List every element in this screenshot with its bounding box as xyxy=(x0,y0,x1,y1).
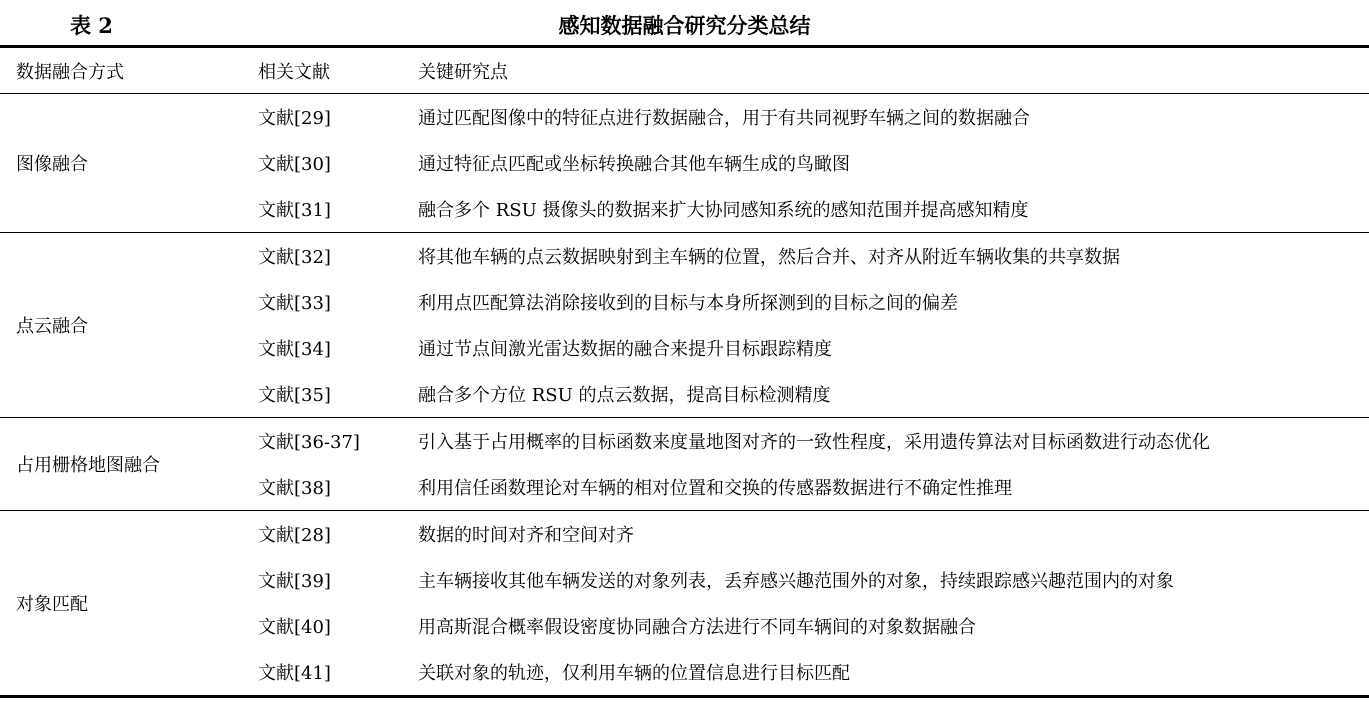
key-point-cell: 引入基于占用概率的目标函数来度量地图对齐的一致性程度，采用遗传算法对目标函数进行动态优化 xyxy=(418,432,1210,453)
key-point-cell: 利用点匹配算法消除接收到的目标与本身所探测到的目标之间的偏差 xyxy=(418,293,958,314)
fusion-method-cell: 占用栅格地图融合 xyxy=(16,455,160,476)
reference-cell: 文献[38] xyxy=(258,478,331,499)
reference-cell: 文献[29] xyxy=(258,108,331,129)
reference-cell: 文献[39] xyxy=(258,571,331,592)
table-row xyxy=(0,511,1369,558)
group-point-cloud-fusion xyxy=(0,233,1369,418)
header-row xyxy=(0,47,1369,94)
key-point-cell: 主车辆接收其他车辆发送的对象列表，丢弃感兴趣范围外的对象，持续跟踪感兴趣范围内的对象 xyxy=(418,571,1174,592)
column-header-key-point: 关键研究点 xyxy=(418,61,508,83)
table-number: 表 2 xyxy=(70,13,113,38)
key-point-cell: 将其他车辆的点云数据映射到主车辆的位置，然后合并、对齐从附近车辆收集的共享数据 xyxy=(418,247,1120,268)
table-title: 感知数据融合研究分类总结 xyxy=(558,13,811,38)
reference-cell: 文献[33] xyxy=(258,293,331,314)
key-point-cell: 用高斯混合概率假设密度协同融合方法进行不同车辆间的对象数据融合 xyxy=(418,617,976,638)
group-image-fusion xyxy=(0,94,1369,233)
key-point-cell: 融合多个 RSU 摄像头的数据来扩大协同感知系统的感知范围并提高感知精度 xyxy=(418,200,1029,221)
fusion-method-cell: 图像融合 xyxy=(16,154,88,175)
column-header-reference: 相关文献 xyxy=(258,61,330,83)
fusion-method-cell: 点云融合 xyxy=(16,316,88,337)
reference-cell: 文献[35] xyxy=(258,385,331,406)
key-point-cell: 通过特征点匹配或坐标转换融合其他车辆生成的鸟瞰图 xyxy=(418,154,850,175)
group-occupancy-grid-fusion xyxy=(0,418,1369,511)
fusion-summary-table xyxy=(0,45,1369,698)
key-point-cell: 通过节点间激光雷达数据的融合来提升目标跟踪精度 xyxy=(418,339,832,360)
key-point-cell: 利用信任函数理论对车辆的相对位置和交换的传感器数据进行不确定性推理 xyxy=(418,478,1012,499)
fusion-method-cell: 对象匹配 xyxy=(16,594,88,615)
table-row xyxy=(0,418,1369,465)
key-point-cell: 数据的时间对齐和空间对齐 xyxy=(418,525,634,546)
reference-cell: 文献[30] xyxy=(258,154,331,175)
table-row xyxy=(0,233,1369,280)
reference-cell: 文献[31] xyxy=(258,200,331,221)
reference-cell: 文献[41] xyxy=(258,663,331,684)
reference-cell: 文献[28] xyxy=(258,525,331,546)
table-caption xyxy=(0,6,1369,42)
column-header-method: 数据融合方式 xyxy=(16,61,124,83)
reference-cell: 文献[34] xyxy=(258,339,331,360)
reference-cell: 文献[40] xyxy=(258,617,331,638)
table-row xyxy=(0,94,1369,141)
reference-cell: 文献[32] xyxy=(258,247,331,268)
key-point-cell: 融合多个方位 RSU 的点云数据，提高目标检测精度 xyxy=(418,385,831,406)
key-point-cell: 关联对象的轨迹，仅利用车辆的位置信息进行目标匹配 xyxy=(418,663,850,684)
key-point-cell: 通过匹配图像中的特征点进行数据融合，用于有共同视野车辆之间的数据融合 xyxy=(418,108,1030,129)
group-object-matching xyxy=(0,511,1369,697)
reference-cell: 文献[36-37] xyxy=(258,432,360,453)
